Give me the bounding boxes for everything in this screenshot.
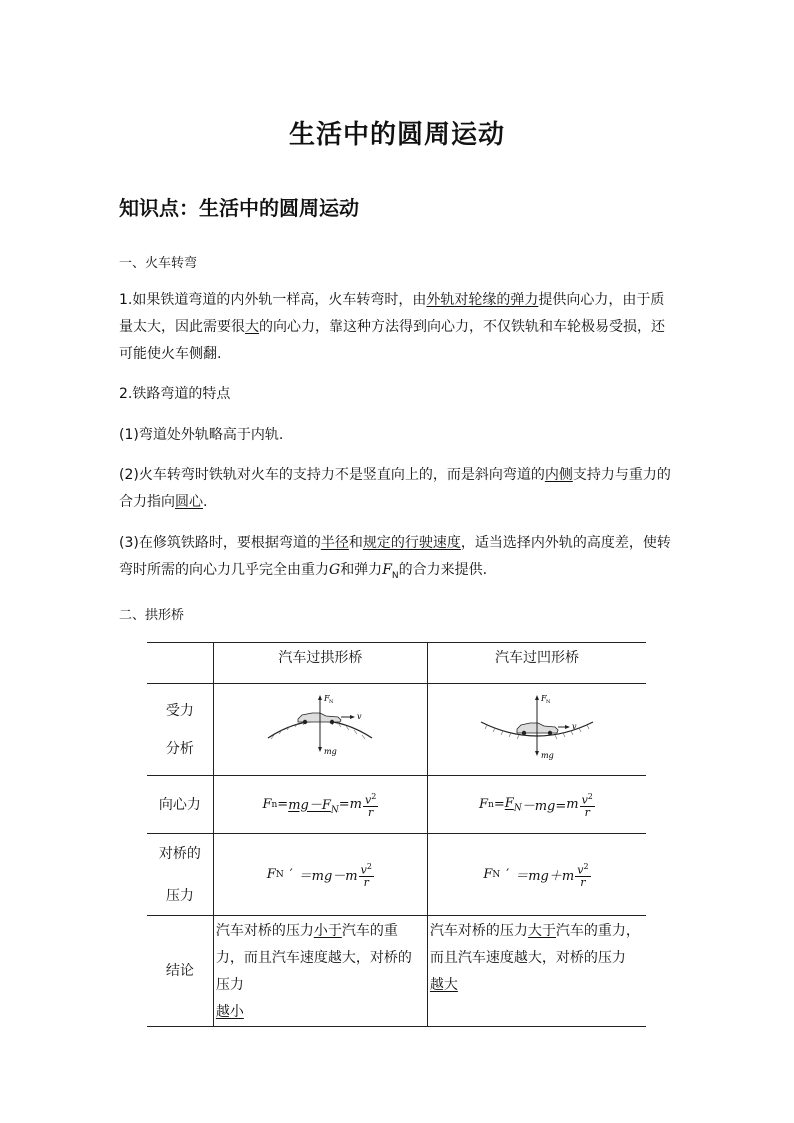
paragraph-5: (3)在修筑铁路时，要根据弯道的半径和规定的行驶速度，适当选择内外轨的高度差，使转弯时所需的向心力几乎完全由重力G和弹力$F_N$的合力来提供. [119, 535, 671, 581]
header-empty-cell [147, 643, 213, 684]
row-force-analysis [147, 684, 646, 776]
mg-label: mg [324, 746, 338, 756]
page-title: 生活中的圆周运动 [288, 120, 505, 150]
formula-concave-pressure: F N ′ ＝mg＋m $\frac{v^2}{r}$ [427, 834, 646, 916]
label-pressure-on-bridge: 对桥的 压力 [158, 845, 201, 904]
v-label: v [571, 721, 577, 731]
concave-force-diagram [427, 684, 646, 776]
section-1-label: 一、火车转弯 [119, 256, 198, 271]
label-force-analysis: 受力 分析 [165, 702, 194, 757]
svg-text:N: N [545, 698, 551, 705]
paragraph-2: 2.铁路弯道的特点 [119, 386, 231, 402]
concave-bridge-diagram [475, 692, 599, 764]
label-conclusion: 结论 [165, 963, 194, 979]
paragraph-3: (1)弯道处外轨略高于内轨. [119, 427, 284, 443]
v-label: v [357, 711, 362, 721]
paragraph-1: 1.如果铁道弯道的内外轨一样高，火车转弯时，由外轨对轮缘的弹力提供向心力，由于质量太大，因此需要很大的向心力，靠这种方法得到向心力，不仅铁轨和车轮极易受损，还可能使火车侧翻. [119, 292, 665, 362]
conclusion-arch: 汽车对桥的压力小于汽车的重力，而且汽车速度越大，对桥的压力 越小 [213, 916, 427, 1027]
fn-label: F [324, 693, 330, 703]
row-centripetal-force [147, 776, 646, 834]
formula-arch-pressure: F N ′ ＝mg－m $\frac{v^2}{r}$ [213, 834, 427, 916]
header-arch-bridge: 汽车过拱形桥 [213, 643, 427, 684]
label-centripetal-force: 向心力 [158, 796, 201, 813]
header-concave-bridge: 汽车过凹形桥 [427, 643, 646, 684]
paragraph-4: (2)火车转弯时铁轨对火车的支持力不是竖直向上的，而是斜向弯道的内侧支持力与重力的合力指向圆心. [119, 467, 671, 510]
formula-concave-centripetal: F n = $F_N$ －mg= m $\frac{v^2}{r}$ [427, 776, 646, 834]
svg-text:N: N [329, 698, 334, 705]
mg-label: mg [540, 750, 554, 760]
conclusion-concave: 汽车对桥的压力大于汽车的重力，而且汽车速度越大，对桥的压力 越大 [427, 916, 646, 1027]
formula-arch-centripetal: F n = $mg-F_N$ = m $\frac{v^2}{r}$ [213, 776, 427, 834]
section-2-label: 二、拱形桥 [119, 608, 185, 623]
table-header-row [147, 643, 646, 684]
section-heading: 知识点：生活中的圆周运动 [119, 196, 359, 220]
arch-bridge-diagram [260, 692, 380, 764]
row-conclusion [147, 916, 646, 1027]
fn-label: F [540, 693, 547, 703]
bridge-table [147, 642, 646, 1027]
row-pressure-on-bridge [147, 834, 646, 916]
arch-force-diagram [213, 684, 427, 776]
